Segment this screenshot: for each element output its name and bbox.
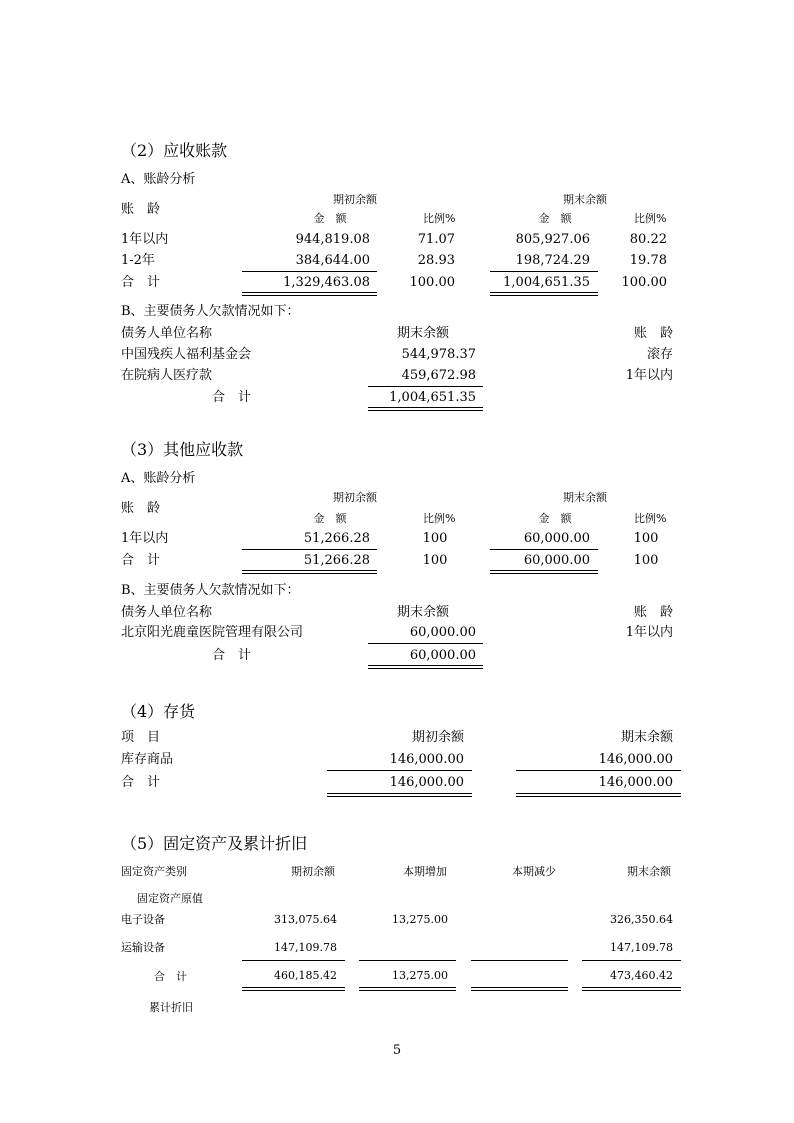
double-rule <box>242 987 345 991</box>
table-cell: 805,927.06 <box>515 232 590 247</box>
rule <box>516 770 681 771</box>
table-row-label: 电子设备 <box>121 913 165 926</box>
total-cell: 146,000.00 <box>598 775 673 790</box>
s2-col-begin-ratio: 比例% <box>423 212 456 225</box>
s2-col-end: 期末余额 <box>563 193 607 206</box>
rule <box>582 960 681 961</box>
s3-b-col-end: 期末余额 <box>397 605 450 620</box>
double-rule <box>490 292 598 296</box>
debtor-name: 北京阳光鹿童医院管理有限公司 <box>121 625 304 640</box>
debtor-name: 在院病人医疗款 <box>121 368 213 383</box>
table-cell: 384,644.00 <box>295 253 370 268</box>
total-cell: 473,460.42 <box>610 969 673 982</box>
double-rule <box>368 665 483 669</box>
total-cell: 1,004,651.35 <box>389 390 476 405</box>
rule <box>242 549 377 550</box>
table-cell: 146,000.00 <box>389 752 464 767</box>
debtor-amount: 544,978.37 <box>401 347 476 362</box>
double-rule <box>242 570 377 574</box>
debtor-age: 滚存 <box>646 347 673 362</box>
total-cell: 1,004,651.35 <box>503 275 590 290</box>
s5-col-end: 期末余额 <box>627 865 671 878</box>
s3-col-begin: 期初余额 <box>333 491 377 504</box>
total-label: 合 计 <box>121 775 161 790</box>
section-5-title: （5）固定资产及累计折旧 <box>121 834 308 853</box>
s2-b-col-name: 债务人单位名称 <box>121 326 213 341</box>
table-cell: 28.93 <box>417 253 455 268</box>
s3-col-end-ratio: 比例% <box>634 512 667 525</box>
total-cell: 60,000.00 <box>523 553 590 568</box>
table-row-label: 1年以内 <box>121 232 169 247</box>
s3-b-col-name: 债务人单位名称 <box>121 605 213 620</box>
table-cell: 100 <box>633 531 659 546</box>
page-number: 5 <box>392 1043 402 1058</box>
total-label: 合 计 <box>212 648 252 663</box>
rule <box>327 770 472 771</box>
rule <box>359 960 456 961</box>
s2-col-begin: 期初余额 <box>333 193 377 206</box>
s4-col-item: 项 目 <box>121 730 161 745</box>
s2-col-end-ratio: 比例% <box>634 212 667 225</box>
s5-sub-depr: 累计折旧 <box>149 1001 193 1014</box>
total-cell: 51,266.28 <box>303 553 370 568</box>
double-rule <box>242 292 377 296</box>
s5-col-less: 本期减少 <box>512 865 556 878</box>
table-cell: 326,350.64 <box>610 913 673 926</box>
table-cell: 13,275.00 <box>392 913 448 926</box>
double-rule <box>471 987 568 991</box>
s4-col-end: 期末余额 <box>620 730 673 745</box>
total-cell: 146,000.00 <box>389 775 464 790</box>
table-cell: 19.78 <box>629 253 667 268</box>
debtor-name: 中国残疾人福利基金会 <box>121 347 252 362</box>
table-cell: 147,109.78 <box>274 941 337 954</box>
debtor-amount: 60,000.00 <box>409 625 476 640</box>
total-cell: 100.00 <box>409 275 455 290</box>
table-cell: 80.22 <box>629 232 667 247</box>
s5-col-begin: 期初余额 <box>291 865 335 878</box>
s2-col-end-amount: 金 额 <box>538 212 572 225</box>
rule <box>490 271 598 272</box>
s3-col-end-amount: 金 额 <box>538 512 572 525</box>
double-rule <box>490 570 598 574</box>
s2-b-col-age: 账 龄 <box>633 326 673 341</box>
section-2-a-title: A、账龄分析 <box>121 172 196 187</box>
total-label: 合 计 <box>121 553 161 568</box>
s3-col-age: 账 龄 <box>121 501 161 516</box>
table-cell: 944,819.08 <box>295 232 370 247</box>
table-row-label: 库存商品 <box>121 752 174 767</box>
s2-col-begin-amount: 金 额 <box>313 212 347 225</box>
table-cell: 71.07 <box>417 232 455 247</box>
rule <box>242 960 345 961</box>
table-row-label: 运输设备 <box>121 941 165 954</box>
section-3-b-title: B、主要债务人欠款情况如下： <box>121 583 300 598</box>
total-cell: 60,000.00 <box>409 648 476 663</box>
table-row-label: 1-2年 <box>121 253 155 268</box>
rule <box>471 960 568 961</box>
table-cell: 198,724.29 <box>515 253 590 268</box>
table-cell: 313,075.64 <box>274 913 337 926</box>
s3-col-end: 期末余额 <box>563 491 607 504</box>
section-3-a-title: A、账龄分析 <box>121 471 196 486</box>
double-rule <box>327 793 472 797</box>
total-cell: 13,275.00 <box>392 969 448 982</box>
total-cell: 460,185.42 <box>274 969 337 982</box>
s3-col-begin-amount: 金 额 <box>313 512 347 525</box>
debtor-amount: 459,672.98 <box>401 368 476 383</box>
total-label: 合 计 <box>212 390 252 405</box>
table-cell: 146,000.00 <box>598 752 673 767</box>
table-cell: 51,266.28 <box>303 531 370 546</box>
rule <box>242 271 377 272</box>
section-2-b-title: B、主要债务人欠款情况如下： <box>121 304 300 319</box>
s3-col-begin-ratio: 比例% <box>423 512 456 525</box>
double-rule <box>368 407 483 411</box>
table-cell: 147,109.78 <box>610 941 673 954</box>
s3-b-col-age: 账 龄 <box>633 605 673 620</box>
table-cell: 100 <box>422 531 448 546</box>
table-cell: 60,000.00 <box>523 531 590 546</box>
total-cell: 1,329,463.08 <box>283 275 370 290</box>
s2-b-col-end: 期末余额 <box>397 326 450 341</box>
section-2-title: （2）应收账款 <box>121 141 228 160</box>
debtor-age: 1年以内 <box>625 368 673 383</box>
s2-col-age: 账 龄 <box>121 202 161 217</box>
s5-col-add: 本期增加 <box>403 865 447 878</box>
total-cell: 100.00 <box>621 275 667 290</box>
double-rule <box>582 987 681 991</box>
total-label: 合 计 <box>154 970 187 983</box>
double-rule <box>359 987 456 991</box>
s5-col-type: 固定资产类别 <box>121 865 187 878</box>
rule <box>368 386 483 387</box>
double-rule <box>516 793 681 797</box>
section-3-title: （3）其他应收款 <box>121 440 244 459</box>
debtor-age: 1年以内 <box>625 625 673 640</box>
rule <box>490 549 598 550</box>
total-cell: 100 <box>422 553 448 568</box>
s4-col-begin: 期初余额 <box>411 730 464 745</box>
total-label: 合 计 <box>121 275 161 290</box>
total-cell: 100 <box>633 553 659 568</box>
s5-sub-original: 固定资产原值 <box>137 892 203 905</box>
section-4-title: （4）存货 <box>121 702 196 721</box>
rule <box>368 643 483 644</box>
table-row-label: 1年以内 <box>121 531 169 546</box>
